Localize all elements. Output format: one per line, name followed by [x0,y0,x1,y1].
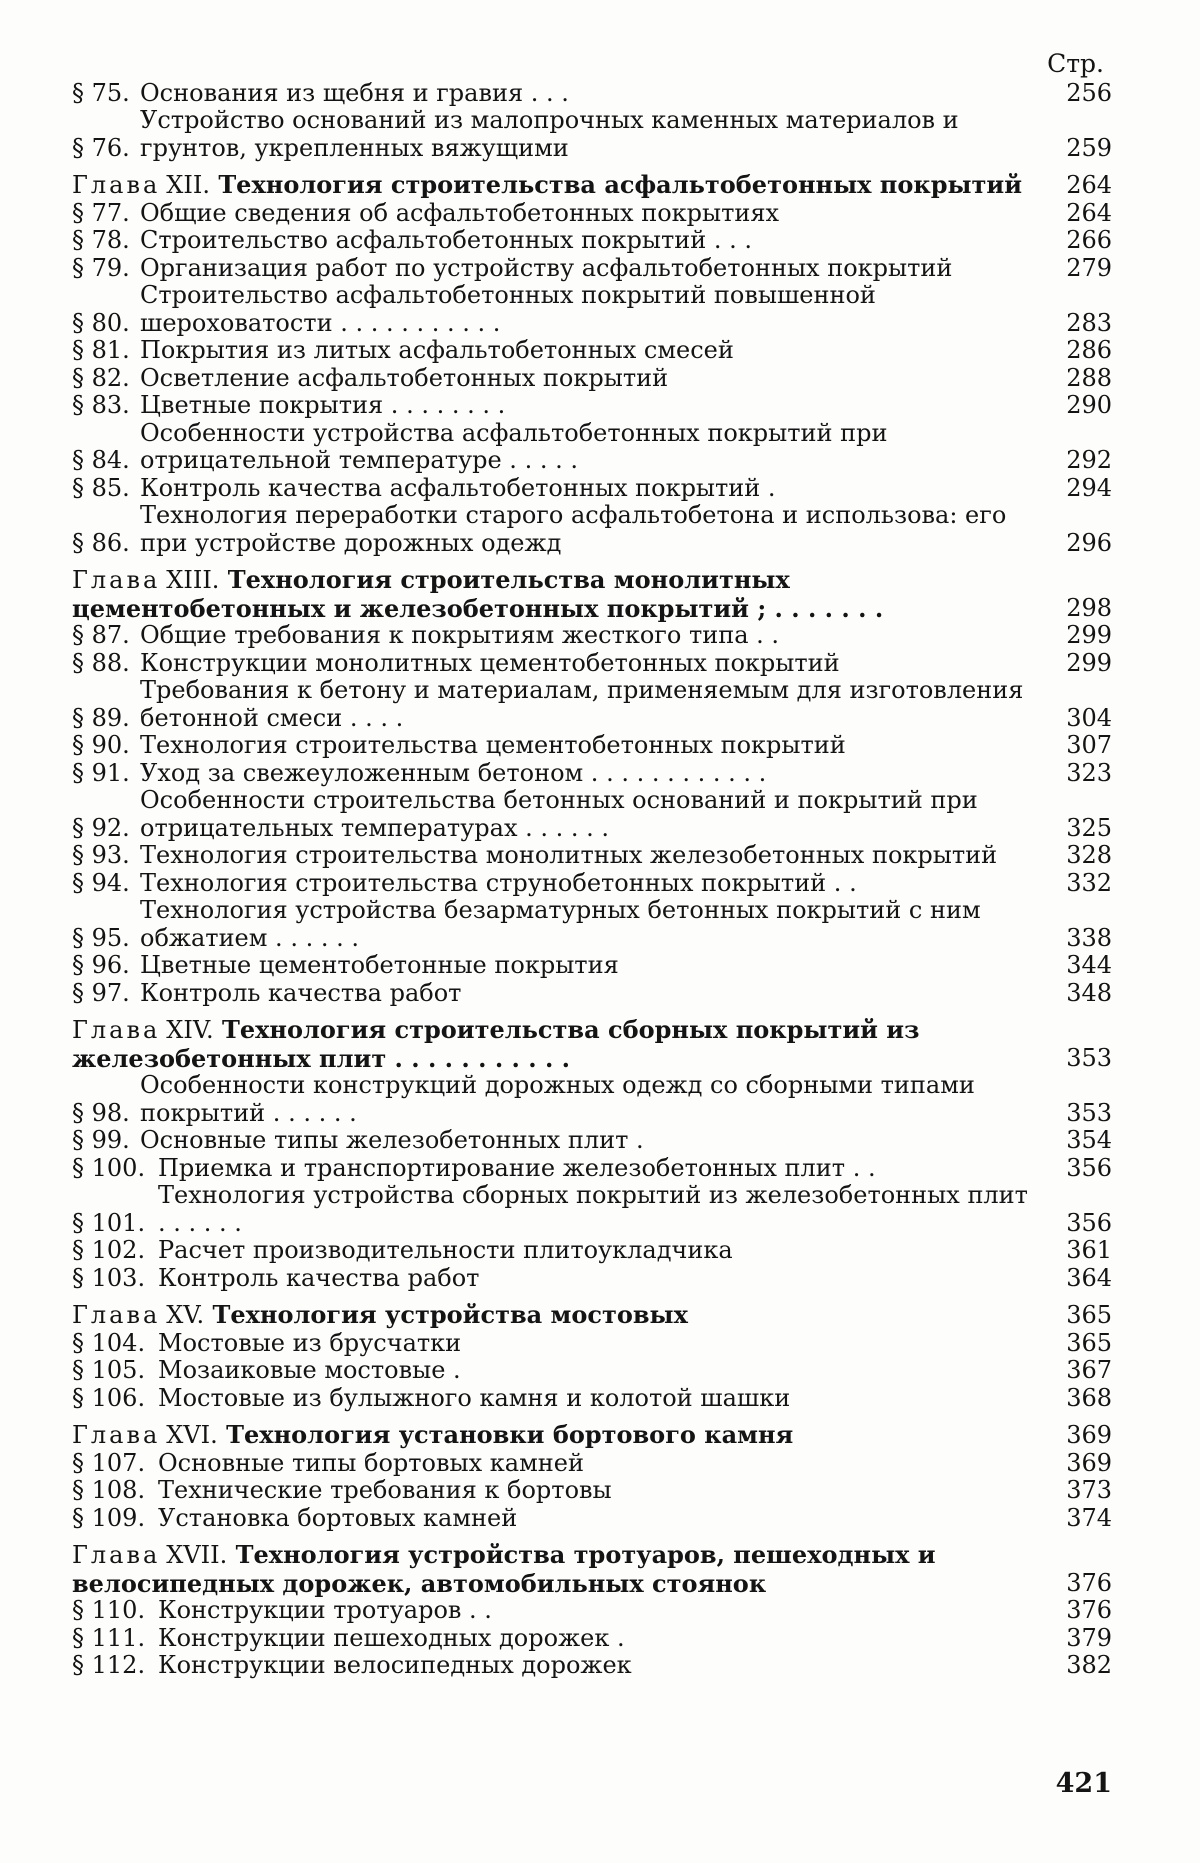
toc-section-entry [72,1652,1112,1680]
entry-page-number: 299 [1066,648,1112,677]
chapter-title [72,171,1048,200]
toc-section-entry [72,980,1112,1008]
entry-page-number: 283 [1066,308,1112,337]
toc-section-entry [72,897,1112,952]
toc-section-entry [72,1330,1112,1358]
section-number: § 103. [72,1263,146,1292]
toc-chapter-entry [72,171,1112,200]
chapter-title-text: Технология строительства асфальтобетонных покрытий [218,170,1023,199]
section-number: § 99. [72,1126,130,1154]
section-title: Конструкции пешеходных дорожек . [158,1623,625,1652]
entry-page-number: 296 [1066,528,1112,557]
toc-entries [72,80,1112,1680]
entry-page-number: 256 [1066,78,1112,107]
section-number: § 109. [72,1503,146,1532]
page-column-header: Стр. [1047,49,1104,78]
chapter-number: XVI. [166,1421,218,1449]
entry-page-number: 294 [1066,473,1112,502]
section-title: Технология строительства монолитных железобетонных покрытий [140,841,998,869]
toc-section-entry [72,732,1112,760]
section-title: Устройство оснований из малопрочных каменных материалов и грунтов, укрепленных вяжущими [140,106,959,162]
entry-page-number: 304 [1066,703,1112,732]
section-title: Особенности конструкций дорожных одежд со сборными типами покрытий . . . . . . [140,1071,975,1127]
section-number: § 76. [72,133,130,162]
entry-page-number: 376 [1066,1568,1112,1597]
section-number: § 75. [72,78,130,107]
section-number: § 110. [72,1596,146,1624]
section-number: § 84. [72,446,130,474]
entry-page-number: 299 [1066,621,1112,649]
section-title: Мозаиковые мостовые . [158,1356,461,1384]
entry-page-number: 264 [1066,171,1112,199]
section-title: Цветные покрытия . . . . . . . . [140,391,506,419]
toc-section-entry [72,1357,1112,1385]
section-title: Организация работ по устройству асфальтобетонных покрытий [140,253,953,282]
chapter-label: Глава [72,1016,161,1044]
toc-chapter-entry [72,1541,1112,1597]
chapter-label: Глава [72,1421,161,1449]
toc-section-entry [72,337,1112,365]
section-title: Основания из щебня и гравия . . . [140,78,569,107]
toc-section-entry [72,365,1112,393]
section-title: Основные типы бортовых камней [158,1448,584,1477]
toc-section-entry [72,1265,1112,1293]
section-number: § 87. [72,621,130,649]
toc-section-entry [72,870,1112,898]
section-number: § 92. [72,813,130,842]
section-title: Требования к бетону и материалам, применяемым для изготовления бетонной смеси . . . . [140,676,1024,732]
entry-page-number: 338 [1066,923,1112,952]
toc-section-entry [72,420,1112,475]
section-number: § 111. [72,1623,146,1652]
entry-page-number: 344 [1066,951,1112,979]
toc-section-entry [72,622,1112,650]
entry-page-number: 365 [1066,1301,1112,1329]
chapter-label: Глава [72,566,161,594]
section-title: Расчет производительности плитоукладчика [158,1236,733,1264]
section-number: § 80. [72,308,130,337]
section-title: Технология устройства сборных покрытий из железобетонных плит . . . . . . [158,1181,1028,1237]
section-number: § 105. [72,1356,146,1384]
section-number: § 86. [72,528,130,557]
chapter-number: XIII. [166,566,220,594]
entry-page-number: 264 [1066,198,1112,227]
section-number: § 78. [72,226,130,254]
entry-page-number: 328 [1066,841,1112,869]
chapter-title [72,1421,1048,1450]
section-number: § 95. [72,923,130,952]
entry-page-number: 266 [1066,226,1112,254]
section-title: Контроль качества асфальтобетонных покрытий . [140,473,776,502]
entry-page-number: 323 [1066,758,1112,787]
entry-page-number: 364 [1066,1263,1112,1292]
section-number: § 89. [72,703,130,732]
section-title: Контроль качества работ [140,978,462,1007]
entry-page-number: 286 [1066,336,1112,364]
toc-section-entry [72,1127,1112,1155]
section-title: Общие сведения об асфальтобетонных покрытиях [140,198,780,227]
section-number: § 102. [72,1236,146,1264]
entry-page-number: 307 [1066,731,1112,759]
chapter-title [72,566,1048,622]
section-number: § 91. [72,758,130,787]
toc-section-entry [72,1505,1112,1533]
section-title: Особенности устройства асфальтобетонных покрытий при отрицательной температуре . . . . . [140,418,888,474]
toc-section-entry [72,1155,1112,1183]
toc-section-entry [72,475,1112,503]
chapter-title-text: Технология строительства монолитных цементобетонных и железобетонных покрытий ; . . . . . . . [72,565,884,623]
section-number: § 77. [72,198,130,227]
section-number: § 81. [72,336,130,364]
toc-section-entry [72,842,1112,870]
entry-page-number: 290 [1066,391,1112,419]
section-title: Технические требования к бортовы [158,1476,612,1504]
page-number: 421 [1055,1768,1112,1799]
entry-page-number: 382 [1066,1651,1112,1679]
chapter-title-text: Технология устройства тротуаров, пешеходных и велосипедных дорожек, автомобильных стоянок [72,1540,936,1598]
entry-page-number: 361 [1066,1236,1112,1264]
entry-page-number: 369 [1066,1421,1112,1449]
section-title: Технология устройства безарматурных бетонных покрытий с ним обжатием . . . . . . [140,896,981,952]
toc-section-entry [72,200,1112,228]
section-title: Строительство асфальтобетонных покрытий повышенной шероховатости . . . . . . . . . . . [140,281,876,337]
toc-section-entry [72,1072,1112,1127]
section-title: Технология переработки старого асфальтобетона и использова: его при устройстве дорожных одежд [140,501,1007,557]
entry-page-number: 353 [1066,1098,1112,1127]
toc-section-entry [72,952,1112,980]
section-title: Общие требования к покрытиям жесткого типа . . [140,621,780,649]
section-number: § 79. [72,253,130,282]
toc-section-entry [72,1597,1112,1625]
entry-page-number: 356 [1066,1153,1112,1182]
section-number: § 97. [72,978,130,1007]
section-number: § 101. [72,1208,146,1237]
section-number: § 85. [72,473,130,502]
section-number: § 93. [72,841,130,869]
entry-page-number: 298 [1066,593,1112,622]
section-title: Технология строительства цементобетонных покрытий [140,731,846,759]
table-of-contents [72,50,1112,1680]
chapter-title-text: Технология устройства мостовых [212,1300,688,1329]
toc-section-entry [72,227,1112,255]
toc-chapter-entry [72,1016,1112,1072]
section-number: § 107. [72,1448,146,1477]
entry-page-number: 353 [1066,1043,1112,1072]
section-number: § 82. [72,363,130,392]
toc-section-entry [72,1237,1112,1265]
section-title: Приемка и транспортирование железобетонных плит . . [158,1153,876,1182]
toc-section-entry [72,677,1112,732]
toc-chapter-entry [72,1421,1112,1450]
section-number: § 94. [72,868,130,897]
entry-page-number: 367 [1066,1356,1112,1384]
toc-section-entry [72,650,1112,678]
entry-page-number: 332 [1066,868,1112,897]
chapter-number: XVII. [166,1541,228,1569]
section-number: § 104. [72,1328,146,1357]
toc-section-entry [72,107,1112,162]
toc-section-entry [72,1450,1112,1478]
section-title: Технология строительства струнобетонных покрытий . . [140,868,857,897]
chapter-number: XV. [166,1301,205,1329]
toc-section-entry [72,1182,1112,1237]
section-title: Установка бортовых камней [158,1503,518,1532]
toc-section-entry [72,80,1112,108]
toc-section-entry [72,502,1112,557]
chapter-title [72,1301,1048,1330]
chapter-number: XII. [166,171,210,199]
chapter-number: XIV. [166,1016,214,1044]
section-number: § 90. [72,731,130,759]
entry-page-number: 373 [1066,1476,1112,1504]
entry-page-number: 379 [1066,1623,1112,1652]
section-title: Конструкции велосипедных дорожек [158,1651,632,1679]
section-title: Осветление асфальтобетонных покрытий [140,363,669,392]
section-title: Основные типы железобетонных плит . [140,1126,644,1154]
section-number: § 108. [72,1476,146,1504]
toc-section-entry [72,255,1112,283]
entry-page-number: 348 [1066,978,1112,1007]
entry-page-number: 369 [1066,1448,1112,1477]
toc-section-entry [72,760,1112,788]
entry-page-number: 354 [1066,1126,1112,1154]
entry-page-number: 288 [1066,363,1112,392]
toc-section-entry [72,1477,1112,1505]
section-number: § 83. [72,391,130,419]
section-title: Цветные цементобетонные покрытия [140,951,619,979]
chapter-label: Глава [72,171,161,199]
entry-page-number: 292 [1066,446,1112,474]
chapter-label: Глава [72,1541,161,1569]
chapter-label: Глава [72,1301,161,1329]
chapter-title-text: Технология установки бортового камня [226,1420,794,1449]
toc-chapter-entry [72,1301,1112,1330]
entry-page-number: 325 [1066,813,1112,842]
entry-page-number: 356 [1066,1208,1112,1237]
section-title: Контроль качества работ [158,1263,480,1292]
toc-section-entry [72,787,1112,842]
entry-page-number: 259 [1066,133,1112,162]
section-title: Мостовые из булыжного камня и колотой шашки [158,1383,791,1412]
entry-page-number: 365 [1066,1328,1112,1357]
section-title: Уход за свежеуложенным бетоном . . . . . . . . . . . . [140,758,767,787]
chapter-title [72,1541,1048,1597]
entry-page-number: 279 [1066,253,1112,282]
toc-chapter-entry [72,566,1112,622]
section-number: § 112. [72,1651,146,1679]
toc-section-entry [72,1625,1112,1653]
section-number: § 106. [72,1383,146,1412]
entry-page-number: 374 [1066,1503,1112,1532]
chapter-title [72,1016,1048,1072]
toc-section-entry [72,282,1112,337]
toc-section-entry [72,1385,1112,1413]
toc-section-entry [72,392,1112,420]
section-title: Особенности строительства бетонных оснований и покрытий при отрицательных температурах . . . . . . [140,786,978,842]
section-title: Покрытия из литых асфальтобетонных смесей [140,336,734,364]
entry-page-number: 376 [1066,1596,1112,1624]
section-number: § 100. [72,1153,146,1182]
section-title: Конструкции монолитных цементобетонных покрытий [140,648,840,677]
section-number: § 98. [72,1098,130,1127]
section-number: § 96. [72,951,130,979]
chapter-title-text: Технология строительства сборных покрытий из железобетонных плит . . . . . . . . . . . [72,1015,920,1073]
section-number: § 88. [72,648,130,677]
section-title: Строительство асфальтобетонных покрытий . . . [140,226,753,254]
entry-page-number: 368 [1066,1383,1112,1412]
section-title: Мостовые из брусчатки [158,1328,462,1357]
section-title: Конструкции тротуаров . . [158,1596,492,1624]
